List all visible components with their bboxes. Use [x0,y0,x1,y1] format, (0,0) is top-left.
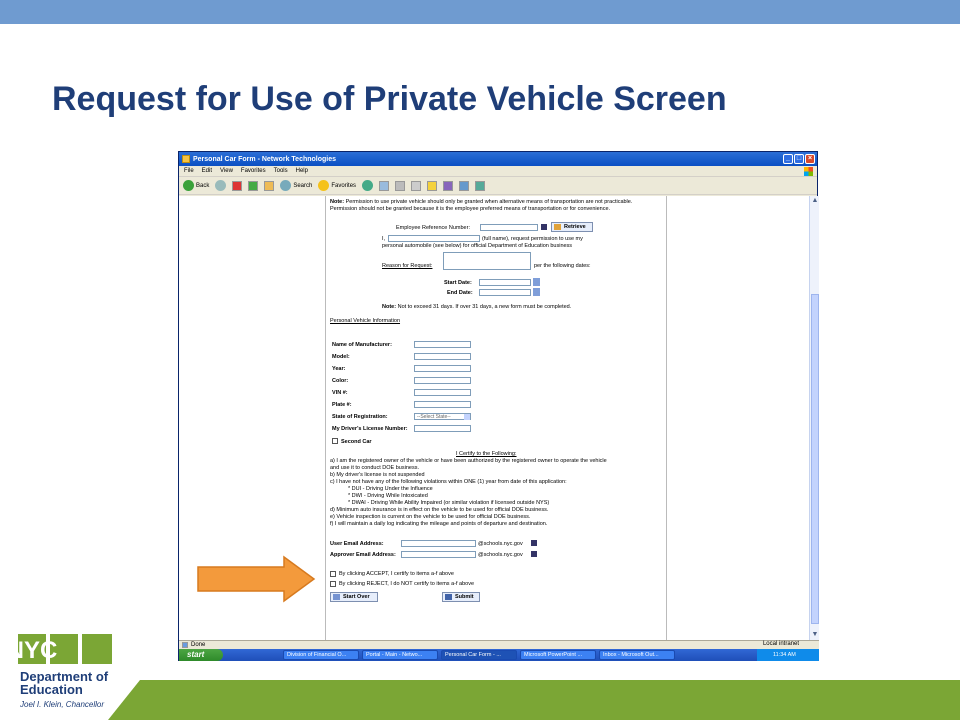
retrieve-button[interactable] [551,222,593,232]
edit-icon[interactable] [411,181,421,191]
reject-label: By clicking REJECT, I do NOT certify to items a-f above [339,581,474,587]
messenger-icon[interactable] [443,181,453,191]
certify-line-dui: * DUI - Driving Under the Influence [348,486,433,492]
app-icon [182,155,190,163]
zone-indicator [763,641,799,647]
nyc-logo-icon [6,632,116,666]
certify-heading: I Certify to the Following: [456,451,517,457]
logo-letter: NYC [6,637,58,664]
request-line1: (full name), request permission to use my [482,236,583,242]
system-tray [757,649,819,661]
certify-line-e: e) Vehicle inspection is current on the vehicle to be used for official DOE business. [330,514,531,520]
reason-suffix: per the following dates: [534,263,591,269]
reject-checkbox[interactable] [330,581,336,587]
search-button[interactable] [280,180,312,191]
note-label: Note: [330,199,345,205]
scroll-thumb[interactable] [811,294,819,624]
color-input[interactable] [414,377,471,384]
vin-label: VIN #: [332,390,348,396]
personal-car-form [325,196,667,640]
employee-ref-input[interactable] [480,224,538,231]
chevron-down-icon [464,414,470,420]
note-text: Permission to use private vehicle should only be granted when alternative means of transportation are not practicable. Permission should not be granted because it is the employee preferred means of transportation or for convenience. [330,199,633,212]
windows-logo-icon [804,167,813,176]
second-car-label: Second Car [341,439,372,445]
reason-label: Reason for Request: [382,263,433,269]
home-icon[interactable] [264,181,274,191]
start-over-icon [333,594,340,600]
tools-icon[interactable] [475,181,485,191]
retrieve-label: Retrieve [564,224,586,230]
scroll-up-icon[interactable]: ▲ [811,197,819,204]
accept-label: By clicking ACCEPT, I certify to items a-f above [339,571,454,577]
calendar-icon[interactable] [533,278,540,286]
taskbar [179,649,819,661]
menu-favorites[interactable]: Favorites [240,168,266,174]
start-over-button[interactable] [330,592,378,602]
menu-help[interactable]: Help [295,168,308,174]
color-label: Color: [332,378,349,384]
request-prefix: I, [382,236,386,242]
user-email-label: User Email Address: [330,541,384,547]
refresh-icon[interactable] [248,181,258,191]
star-icon [318,180,329,191]
taskbar-item[interactable]: Microsoft PowerPoint ... [520,650,596,660]
folder-icon[interactable] [427,181,437,191]
second-car-checkbox[interactable] [332,438,338,444]
pointer-arrow-icon [196,555,316,603]
logo-line1: Department of [20,669,109,684]
forward-icon[interactable] [215,180,226,191]
start-button[interactable]: start [179,649,223,661]
certify-line-a1: a) I am the registered owner of the vehicle or have been authorized by the registered owner to operate the vehicle [330,458,607,464]
vehicle-section-heading: Personal Vehicle Information [330,318,401,324]
end-date-input[interactable] [479,289,531,296]
manufacturer-label: Name of Manufacturer: [332,342,392,348]
research-icon[interactable] [459,181,469,191]
plate-label: Plate #: [332,402,352,408]
clock: 11:34 AM [773,652,796,658]
mail-icon[interactable] [379,181,389,191]
back-arrow-icon [183,180,194,191]
save-icon [445,594,452,600]
state-select[interactable] [414,413,471,420]
approver-email-input[interactable] [401,551,476,558]
manufacturer-input[interactable] [414,341,471,348]
license-label: My Driver's License Number: [332,426,408,432]
state-select-value: --Select State-- [417,414,451,420]
request-line2: personal automobile (see below) for official Department of Education business [382,243,573,249]
window-title: Personal Car Form - Network Technologies [193,155,337,163]
top-accent-bar [0,0,960,24]
certify-line-f: f) I will maintain a daily log indicating the mileage and points of departure and destination. [330,521,548,527]
slide-title: Request for Use of Private Vehicle Screen [52,80,727,118]
zone-text: Local intranet [762,641,799,647]
taskbar-item[interactable]: Division of Financial O... [283,650,359,660]
binoculars-icon[interactable] [531,551,537,557]
taskbar-item-active[interactable]: Personal Car Form - ... [441,650,517,660]
date-limit-note [382,304,571,311]
search-label: Search [293,182,313,189]
binoculars-icon[interactable] [531,540,537,546]
vertical-scrollbar[interactable] [809,196,819,640]
model-label: Model: [332,354,350,360]
full-name-input[interactable] [388,235,480,242]
user-email-domain: @schools.nyc.gov [478,541,523,547]
start-date-label: Start Date: [444,280,472,286]
certify-line-c: c) I have not have any of the following violations within ONE (1) year from date of this application: [330,479,567,485]
start-date-input[interactable] [479,279,531,286]
certify-line-a2: and use it to conduct DOE business. [330,465,419,471]
user-email-input[interactable] [401,540,476,547]
scroll-down-icon[interactable]: ▼ [811,631,819,638]
calendar-icon[interactable] [533,288,540,296]
taskbar-item[interactable]: Inbox - Microsoft Out... [599,650,675,660]
taskbar-item[interactable]: Portal - Main - Netwo... [362,650,438,660]
footer-wedge [108,680,140,720]
start-over-label: Start Over [343,594,370,600]
employee-ref-label: Employee Reference Number: [396,225,470,231]
status-text: Done [191,642,206,648]
year-input[interactable] [414,365,471,372]
menu-tools[interactable]: Tools [273,168,288,174]
maximize-button[interactable]: □ [794,154,804,164]
logo-subline: Joel I. Klein, Chancellor [20,700,105,709]
logo-line2: Education [20,682,83,697]
print-icon[interactable] [395,181,405,191]
note2-text: Not to exceed 31 days. If over 31 days, a new form must be completed. [397,304,572,310]
binoculars-icon[interactable] [541,224,547,230]
certify-line-d: d) Minimum auto insurance is in effect on the vehicle to be used for official DOE business. [330,507,549,513]
history-icon[interactable] [362,180,373,191]
search-icon [280,180,291,191]
approver-email-label: Approver Email Address: [330,552,396,558]
certify-line-dwi: * DWI - Driving While Intoxicated [348,493,428,499]
vin-input[interactable] [414,389,471,396]
ie-page-icon [182,642,188,648]
note2-label: Note: [382,304,397,310]
certify-line-b: b) My driver's license is not suspended [330,472,425,478]
status-bar [179,640,819,649]
back-button[interactable] [183,180,209,191]
permission-note [330,199,660,212]
model-input[interactable] [414,353,471,360]
submit-button[interactable] [442,592,480,602]
stop-icon[interactable] [232,181,242,191]
back-label: Back [196,182,210,189]
menu-bar [179,166,817,177]
menu-edit[interactable]: Edit [201,168,213,174]
retrieve-icon [554,224,561,230]
favorites-button[interactable] [318,180,356,191]
approver-email-domain: @schools.nyc.gov [478,552,523,558]
close-button[interactable]: × [805,154,815,164]
submit-label: Submit [455,594,474,600]
license-input[interactable] [414,425,471,432]
state-label: State of Registration: [332,414,388,420]
reason-textarea[interactable] [443,252,531,270]
certify-line-dwai: * DWAI - Driving While Ability Impaired (or similar violation if licensed outside NYS) [348,500,550,506]
minimize-button[interactable]: _ [783,154,793,164]
footer-green-bar [140,680,960,720]
menu-view[interactable]: View [220,168,233,174]
plate-input[interactable] [414,401,471,408]
window-titlebar [179,152,817,166]
logo-text [20,670,108,711]
menu-file[interactable]: File [184,168,194,174]
year-label: Year: [332,366,346,372]
toolbar [179,177,817,195]
end-date-label: End Date: [447,290,473,296]
accept-checkbox[interactable] [330,571,336,577]
favorites-label: Favorites [331,182,357,189]
